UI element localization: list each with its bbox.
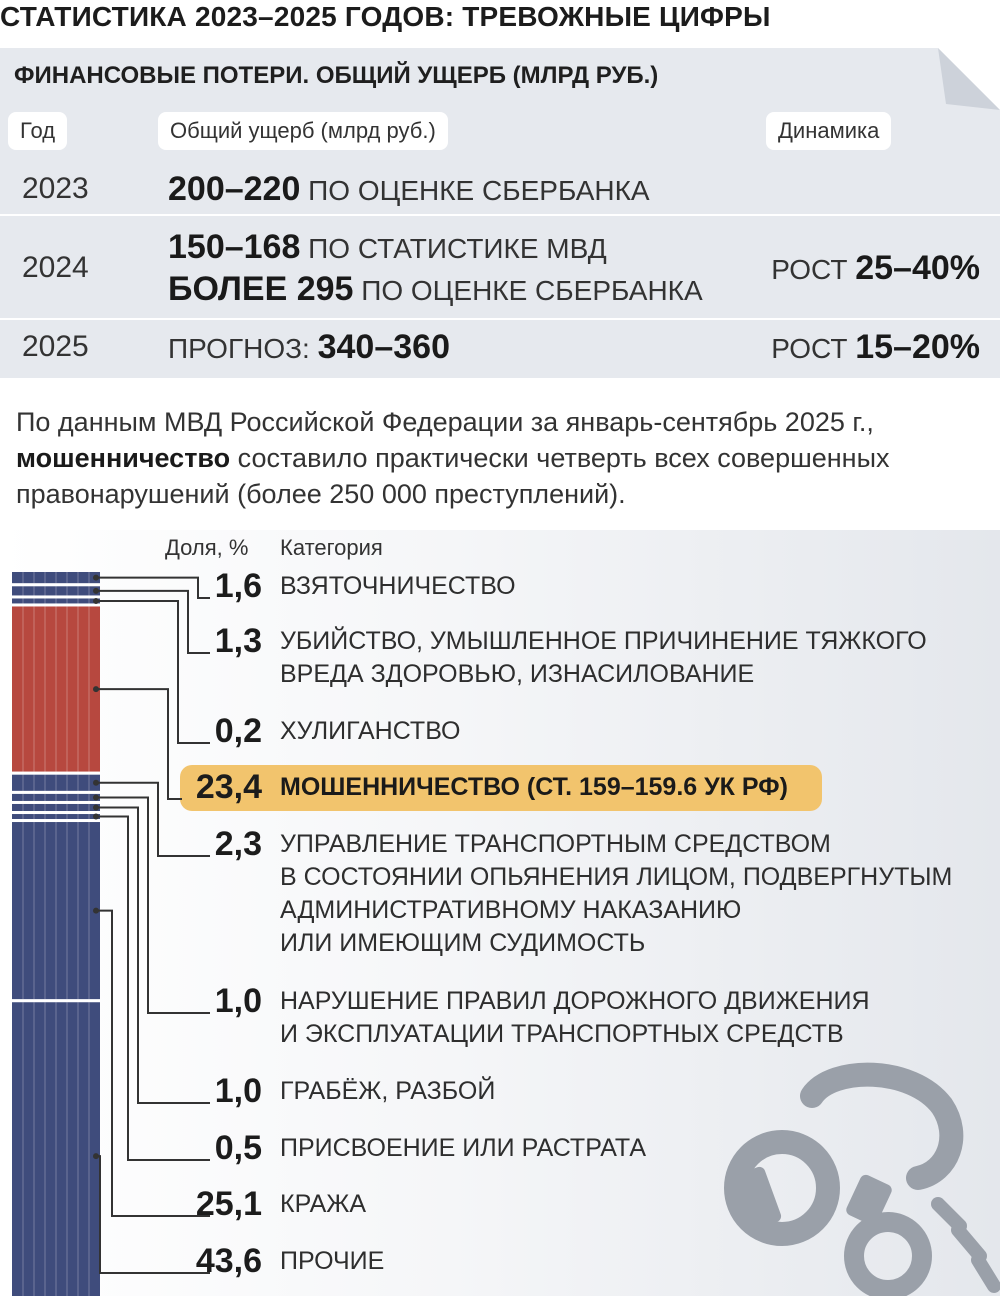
leader-dot-7 xyxy=(93,814,99,820)
row-2024-year: 2024 xyxy=(22,251,89,284)
bar-gap xyxy=(12,819,100,822)
row-2025-year: 2025 xyxy=(22,330,89,363)
category-label-4: УПРАВЛЕНИЕ ТРАНСПОРТНЫМ СРЕДСТВОМ В СОСТОЯНИИ ОПЬЯНЕНИЯ ЛИЦОМ, ПОДВЕРГНУТЫМ АДМИНИСТРАТИВНОМУ НАКАЗАНИЮ ИЛИ ИМЕЮЩИМ СУДИМОСТЬ xyxy=(280,830,953,957)
category-label-9: ПРОЧИЕ xyxy=(280,1247,385,1275)
row-2023-amount: 200–220 xyxy=(168,170,301,208)
value-label-5: 1,0 xyxy=(214,982,262,1020)
row-2023-year: 2023 xyxy=(22,172,89,205)
category-label-1: УБИЙСТВО, УМЫШЛЕННОЕ ПРИЧИНЕНИЕ ТЯЖКОГО ВРЕДА ЗДОРОВЬЮ, ИЗНАСИЛОВАНИЕ xyxy=(280,627,927,688)
row-2024-amount-1: 150–168 xyxy=(168,228,301,266)
category-label-5: НАРУШЕНИЕ ПРАВИЛ ДОРОЖНОГО ДВИЖЕНИЯ И ЭКСПЛУАТАЦИИ ТРАНСПОРТНЫХ СРЕДСТВ xyxy=(280,987,870,1048)
value-label-8: 25,1 xyxy=(195,1185,262,1223)
row-2024-source-2: ПО ОЦЕНКЕ СБЕРБАНКА xyxy=(361,275,703,306)
row-2025-dynamics-value: 15–20% xyxy=(855,328,980,366)
value-label-2: 0,2 xyxy=(214,712,262,750)
row-2024-dynamics-value: 25–40% xyxy=(855,249,980,287)
value-label-4: 2,3 xyxy=(214,825,262,863)
row-2024-dynamics-label: РОСТ xyxy=(771,254,848,285)
header-dynamics: Динамика xyxy=(766,112,891,150)
leader-line-8 xyxy=(96,911,210,1216)
category-label-0: ВЗЯТОЧНИЧЕСТВО xyxy=(280,572,516,600)
header-damage: Общий ущерб (млрд руб.) xyxy=(158,112,448,150)
value-label-6: 1,0 xyxy=(214,1072,262,1110)
category-label-7: ПРИСВОЕНИЕ ИЛИ РАСТРАТА xyxy=(280,1134,647,1162)
category-label-8: КРАЖА xyxy=(280,1190,366,1218)
leader-dot-8 xyxy=(93,908,99,914)
value-label-3: 23,4 xyxy=(195,768,262,806)
category-label-3: МОШЕННИЧЕСТВО (СТ. 159–159.6 УК РФ) xyxy=(280,773,788,801)
description-line-2: составило практически четверть всех совершенных правонарушений (более 250 000 преступлений). xyxy=(16,443,890,509)
losses-table-title: ФИНАНСОВЫЕ ПОТЕРИ. ОБЩИЙ УЩЕРБ (МЛРД РУБ.) xyxy=(14,62,659,89)
description-bold: мошенничество xyxy=(16,443,231,473)
leader-dot-3 xyxy=(93,686,99,692)
page-title: СТАТИСТИКА 2023–2025 ГОДОВ: ТРЕВОЖНЫЕ ЦИФРЫ xyxy=(0,1,771,32)
category-label-2: ХУЛИГАНСТВО xyxy=(280,717,461,745)
value-label-1: 1,3 xyxy=(214,622,262,660)
share-column-header: Доля, % xyxy=(165,535,249,560)
row-2025-dynamics-label: РОСТ xyxy=(771,333,848,364)
category-label-6: ГРАБЁЖ, РАЗБОЙ xyxy=(280,1077,496,1105)
row-2024-amount-2: БОЛЕЕ 295 xyxy=(168,270,354,308)
row-2025-prefix: ПРОГНОЗ: xyxy=(168,333,310,364)
header-year: Год xyxy=(8,112,67,150)
row-2024-source-1: ПО СТАТИСТИКЕ МВД xyxy=(308,233,607,264)
row-2025-amount: 340–360 xyxy=(317,328,450,366)
description-line-1: По данным МВД Российской Федерации за январь-сентябрь 2025 г., xyxy=(16,407,874,437)
value-label-0: 1,6 xyxy=(214,567,262,605)
value-label-9: 43,6 xyxy=(195,1242,262,1280)
category-column-header: Категория xyxy=(280,535,383,560)
bar-gap xyxy=(12,811,100,814)
row-2023-source: ПО ОЦЕНКЕ СБЕРБАНКА xyxy=(308,175,650,206)
value-label-7: 0,5 xyxy=(214,1129,262,1167)
